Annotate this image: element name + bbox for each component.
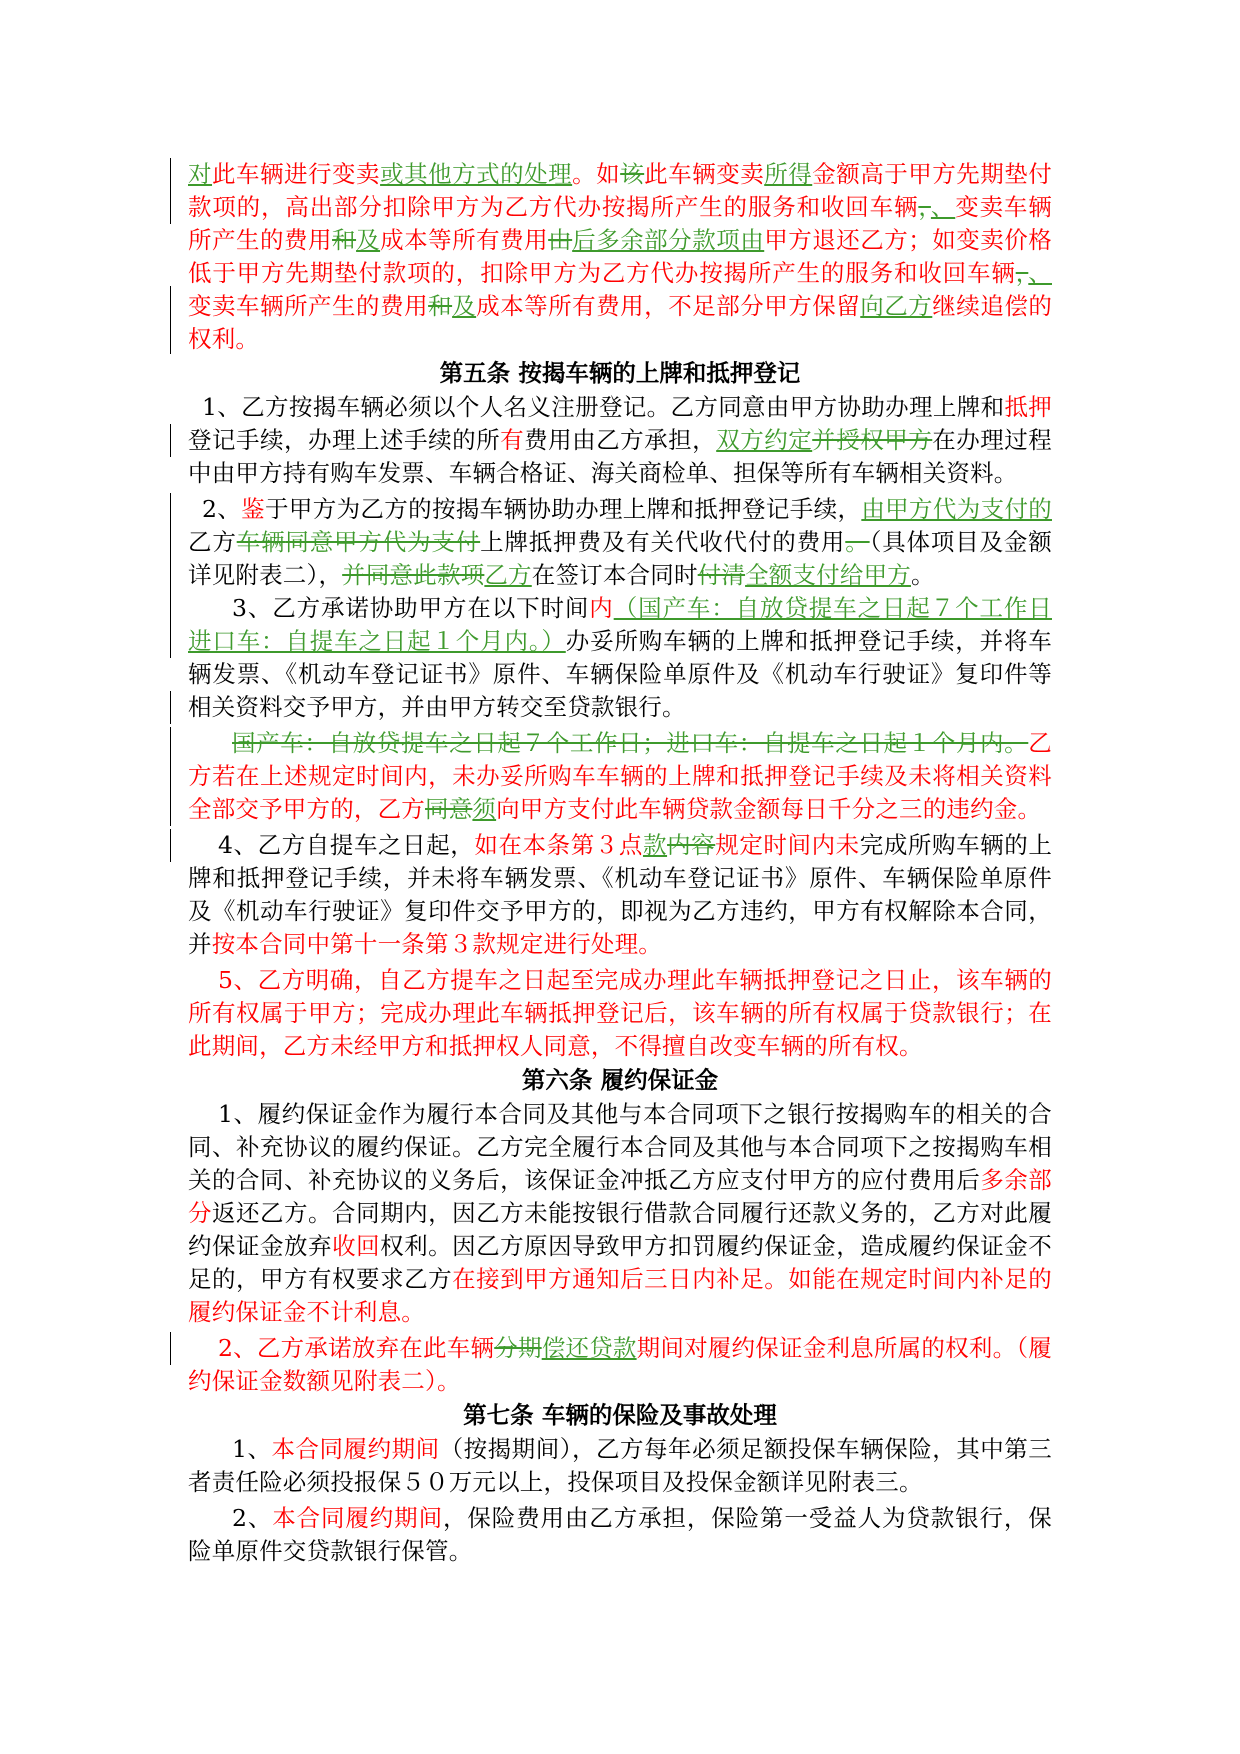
insertion: 双方约定: [716, 426, 813, 454]
section-7-item-2: [188, 1502, 1052, 1568]
insertion: 后多余部分款项由: [572, 226, 765, 254]
deletion: 付清: [697, 561, 746, 589]
emphasis-run: 在接到甲方通知后三日内补足。如能在规定时间内补足的履约保证金不计利息。: [188, 1265, 1052, 1326]
insertion: （国产车：自放贷提车之日起７个工作日进口车：自提车之日起１个月内。）: [188, 594, 1052, 655]
text-run: 2、: [232, 1504, 273, 1532]
text-run: 金额高于甲方先期垫付款项的，高出部分扣除甲方为乙方代办按揭所产生的服务和收回车辆: [188, 160, 1053, 221]
deletion: ，: [918, 193, 931, 221]
change-bar: [170, 424, 171, 457]
section-5-item-5: 5、乙方明确，自乙方提车之日起至完成办理此车辆抵押登记之日止，该车辆的所有权属于甲方；完成办理此车辆抵押登记后，该车辆的所有权属于贷款银行；在此期间，乙方未经甲方和抵押权人同意，不得擅自改变车辆的所有权。: [188, 966, 1052, 1060]
deletion: 内容: [667, 831, 716, 859]
emphasis-run: 内: [589, 594, 614, 622]
change-bar: [170, 286, 171, 354]
emphasis-run: 收回: [332, 1232, 381, 1260]
deletion: 车辆: [236, 528, 286, 556]
text-run: 甲方退还乙方；如变卖价格低于甲方先期垫付款项的，扣除甲方为乙方代办按揭所产生的服务和收回车辆: [188, 226, 1053, 287]
text-run: 2、: [202, 495, 242, 523]
emphasis-run: 有: [500, 426, 525, 454]
change-bar: [170, 493, 171, 592]
deletion: 国产车：自放贷提车之日起７个工作日；进口车：自提车之日起１个月内。: [232, 729, 1029, 757]
insertion: 全额支付给甲方: [745, 561, 911, 589]
text-run: 乙方若在上述规定时间内，未办妥所购车车辆的上牌和抵押登记手续及未将相关资料全部交予甲方的，乙方: [188, 729, 1052, 823]
emphasis-run: 多余部分: [188, 1166, 1052, 1227]
text-run: 在办理过程中由甲方持有购车发票、车辆合格证、海关商检单、担保等所有车辆相关资料。: [188, 426, 1052, 487]
text-run: 成本等所有费用: [380, 226, 549, 254]
insertion: 及: [452, 292, 477, 320]
section-7-heading: 第七条 车辆的保险及事故处理: [463, 1401, 777, 1429]
deletion: 由: [548, 226, 573, 254]
insertion: 乙方: [484, 561, 532, 589]
text-run: 成本等所有费用，不足部分甲方保留: [476, 292, 861, 320]
deletion: ，: [1015, 259, 1029, 287]
text-run: （按揭期间），乙方每年必须足额投保车辆保险，其中第三者责任险必须投报保５０万元以上，投保项目及投保金额详见附表三。: [188, 1435, 1053, 1496]
text-run: 此车辆变卖: [644, 160, 765, 188]
insertion: 向乙方: [860, 292, 933, 320]
text-run: 完成所购车辆的上牌和抵押登记手续，并未将车辆发票、《机动车登记证书》原件、车辆保险单原件及《机动车行驶证》复印件交予甲方的，即视为乙方违约，甲方有权解除本合同，并: [188, 831, 1053, 958]
deletion: 并授权甲方: [812, 426, 933, 454]
section-7-item-1: [188, 1433, 1052, 1499]
deletion: 。: [845, 528, 870, 556]
insertion: 须: [472, 795, 497, 823]
text-run: 1、乙方按揭车辆必须以个人名义注册登记。乙方同意由甲方协助办理上牌和: [202, 393, 1005, 421]
insertion: 及: [356, 226, 381, 254]
insertion: 、: [1028, 259, 1052, 287]
text-run: 继续追偿的权利。: [188, 292, 1053, 353]
section-6-item-1: [188, 1098, 1052, 1329]
text-run: 2、乙方承诺放弃在此车辆: [218, 1334, 495, 1362]
text-run: 向甲方支付此车辆贷款金额每日千分之三的违约金。: [496, 795, 1042, 823]
change-bar: [170, 1332, 171, 1365]
text-run: 4、乙方自提车之日起，: [218, 831, 475, 859]
text-run: 费用由乙方承担，: [524, 426, 717, 454]
change-bar: [170, 592, 171, 658]
change-bar: [170, 691, 171, 724]
section-6-item-2: [188, 1332, 1052, 1398]
section-5-item-2: [188, 493, 1052, 592]
emphasis-run: 鉴: [241, 495, 266, 523]
text-run: 登记手续，办理上述手续的所: [188, 426, 501, 454]
text-run: 。: [910, 561, 935, 589]
insertion: 由甲方代为支付的: [861, 495, 1052, 523]
section-5-item-3: [188, 592, 1052, 724]
deletion: 分期: [494, 1334, 542, 1362]
text-run: 上牌抵押费及有关代收代付的费用: [480, 528, 846, 556]
emphasis-run: 规定时间内未: [715, 831, 860, 859]
emphasis-run: 本合同履约期间: [272, 1504, 443, 1532]
text-run: ，保险费用由乙方承担，保险第一受益人为贷款银行，保险单原件交贷款银行保管。: [188, 1504, 1053, 1565]
text-run: 权利。因乙方原因导致甲方扣罚履约保证金，造成履约保证金不足的，甲方有权要求乙方: [188, 1232, 1053, 1293]
text-run: （具体项目及金额详见附表二），: [188, 528, 1052, 589]
insertion: 对: [188, 160, 213, 188]
deletion: 和: [332, 226, 357, 254]
deletion: 该: [620, 160, 645, 188]
text-run: 乙方: [188, 528, 237, 556]
insertion: 所得: [764, 160, 813, 188]
text-run: 在签订本合同时: [531, 561, 698, 589]
deletion: 和: [428, 292, 453, 320]
section-5-heading: 第五条 按揭车辆的上牌和抵押登记: [439, 359, 801, 387]
text-run: 3、乙方承诺协助甲方在以下时间: [232, 594, 590, 622]
change-bar: [170, 158, 171, 224]
text-run: 。如: [572, 160, 621, 188]
change-bar: [170, 829, 171, 862]
insertion: 款: [642, 831, 668, 859]
section-6-heading: 第六条 履约保证金: [521, 1066, 719, 1094]
deletion: 同意: [425, 795, 473, 823]
change-bar: [170, 727, 171, 826]
text-run: 变卖车辆所产生的费用: [188, 193, 1052, 254]
text-run: 变卖车辆所产生的费用: [188, 292, 429, 320]
paragraph-intro: [188, 158, 1052, 356]
section-5-item-3-penalty: [188, 727, 1052, 826]
section-5-item-1: [188, 391, 1052, 490]
text-run: 1、履约保证金作为履行本合同及其他与本合同项下之银行按揭购车的相关的合同、补充协议的履约保证。乙方完全履行本合同及其他与本合同项下之按揭购车相关的合同、补充协议的义务后，该保证金冲抵乙方应支付甲方的应付费用后: [188, 1100, 1052, 1194]
insertion: 、: [930, 193, 956, 221]
insertion: 偿还贷款: [541, 1334, 637, 1362]
text-run: 期间对履约保证金利息所属的权利。（履约保证金数额见附表二）。: [188, 1334, 1052, 1395]
text-run: 办妥所购车辆的上牌和抵押登记手续，并将车辆发票、《机动车登记证书》原件、车辆保险单原件及《机动车行驶证》复印件等相关资料交予甲方，并由甲方转交至贷款银行。: [188, 627, 1053, 721]
deletion: 并同意此款项: [342, 561, 485, 589]
emphasis-run: 本合同履约期间: [271, 1435, 440, 1463]
emphasis-run: 按本合同中第十一条第３款规定进行处理。: [211, 930, 663, 958]
insertion: 或其他方式的处理: [380, 160, 573, 188]
section-5-item-4: [188, 829, 1052, 961]
text-run: 于甲方为乙方的按揭车辆协助办理上牌和抵押登记手续，: [265, 495, 862, 523]
text-run: 返还乙方。合同期内，因乙方未能按银行借款合同履行还款义务的，乙方对此履约保证金放弃: [188, 1199, 1053, 1260]
emphasis-run: 如在本条第３点: [474, 831, 643, 859]
deletion: 同意甲方代为支付: [285, 528, 481, 556]
text-run: 此车辆进行变卖: [212, 160, 381, 188]
text-run: 1、: [232, 1435, 272, 1463]
emphasis-run: 抵押: [1004, 393, 1052, 421]
